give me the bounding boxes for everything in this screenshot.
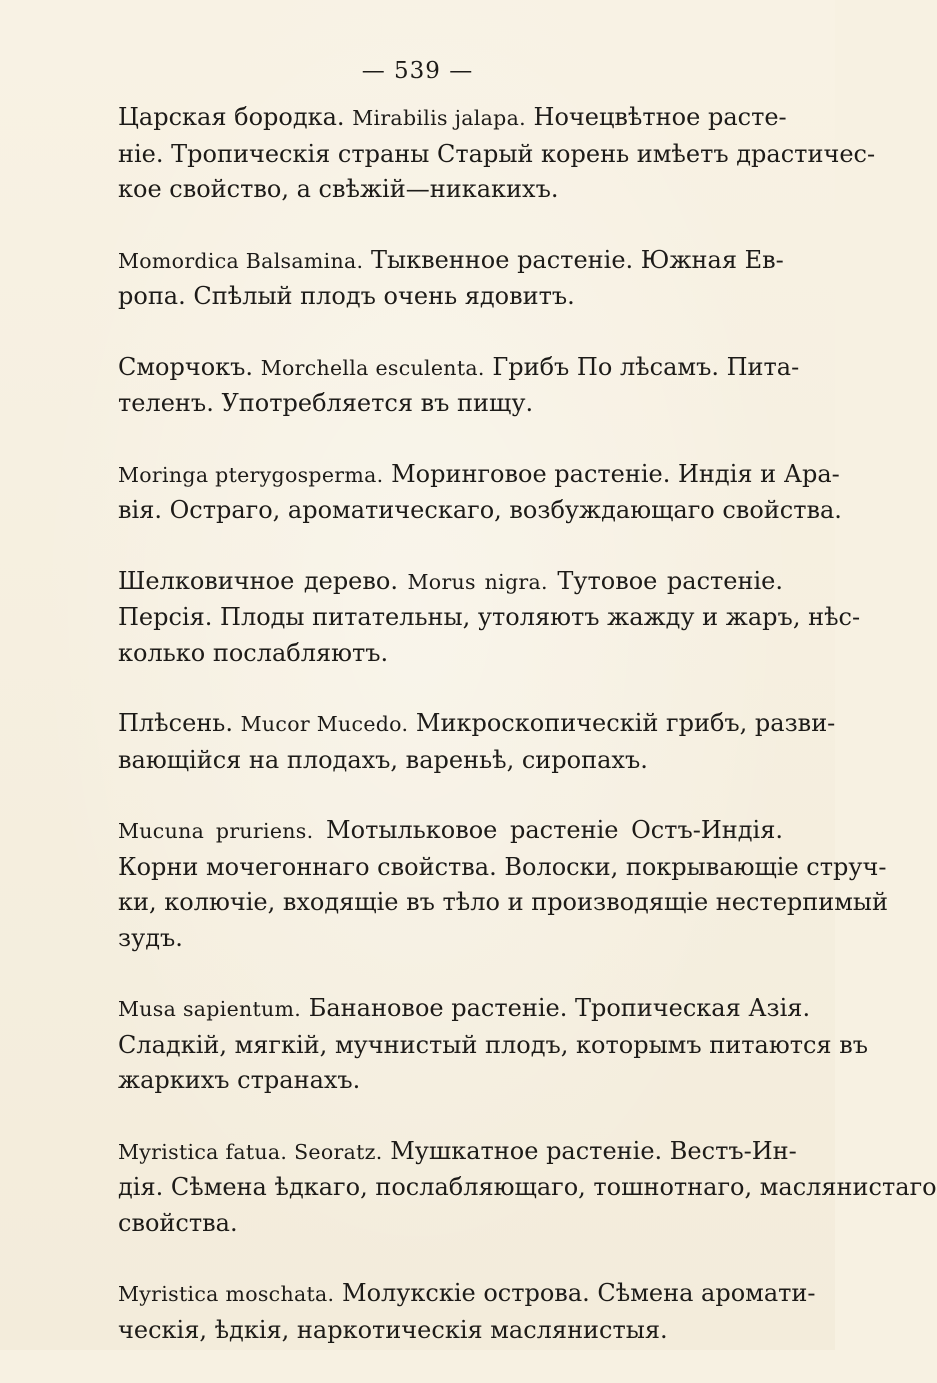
entry-text: Корни мочегоннаго свойства. Волоски, покрывающіе струч- (118, 852, 887, 881)
entry-line (118, 1276, 816, 1313)
dictionary-entry (118, 813, 889, 956)
latin-name: Musa sapientum. (118, 997, 302, 1021)
entry-text: Мотыльковое растеніе Остъ-Индія. (313, 816, 783, 844)
entry-text: Банановое растеніе. Тропическая Азія. (301, 994, 811, 1022)
entry-line (118, 137, 876, 173)
entry-line (118, 1206, 783, 1242)
entry-text: зудъ. (118, 923, 183, 952)
latin-name: Mucor Mucedo. (240, 712, 409, 736)
latin-name: Morchella esculenta. (260, 355, 485, 380)
dictionary-entry (118, 243, 783, 315)
entry-line (118, 1313, 783, 1349)
entry-line (118, 350, 800, 387)
entry-text: Молукскіе острова. Сѣмена аромати- (334, 1279, 816, 1307)
entry-text: Грибъ По лѣсамъ. Пита- (484, 352, 800, 381)
latin-name: Moringa pterygosperma. (118, 462, 384, 487)
entry-text: Моринговое растеніе. Индія и Ара- (383, 459, 840, 488)
dictionary-entry (118, 706, 836, 778)
entry-text: Тыквенное растеніе. Южная Ев- (363, 245, 784, 274)
entry-text: ніе. Тропическія страны Старый корень имѣетъ драстичес- (118, 139, 876, 168)
latin-name: Mirabilis jalapa. (352, 106, 526, 130)
entry-line (118, 885, 889, 921)
entry-text: Шелковичное дерево. (118, 566, 408, 595)
entry-text: Микроскопическій грибъ, разви- (408, 709, 836, 737)
entry-line (118, 706, 836, 743)
page-number: — 539 — (361, 58, 474, 84)
entry-line (118, 279, 783, 315)
entry-text: свойства. (118, 1208, 238, 1237)
entry-text: теленъ. Употребляется въ пищу. (118, 389, 534, 417)
latin-name: Morus nigra. (407, 569, 548, 594)
entry-text: Ночецвѣтное расте- (525, 103, 787, 131)
dictionary-entry (118, 100, 876, 208)
entry-line (118, 991, 811, 1028)
entry-line (118, 243, 783, 280)
entry-line (118, 743, 783, 779)
entry-line (118, 172, 783, 208)
entry-line (118, 921, 783, 957)
entry-text: Мушкатное растеніе. Вестъ-Ин- (382, 1136, 797, 1165)
entry-line (118, 493, 842, 529)
entry-text: колько послабляютъ. (118, 638, 389, 667)
entry-text: ческія, ѣдкія, наркотическія маслянистыя. (118, 1315, 668, 1344)
entry-line (118, 100, 787, 137)
entry-text: Тутовое растеніе. (547, 566, 783, 595)
dictionary-entry (118, 991, 868, 1099)
page-body (118, 100, 937, 1383)
dictionary-entry (118, 564, 861, 672)
entry-text: кое свойство, а свѣжій—никакихъ. (118, 175, 559, 203)
entry-line (118, 1063, 783, 1099)
dictionary-entry (118, 457, 842, 529)
latin-name: Myristica moschata. (118, 1282, 335, 1306)
latin-name: Myristica fatua. Seoratz. (118, 1139, 383, 1164)
entry-text: жаркихъ странахъ. (118, 1066, 361, 1094)
entry-text: Плѣсень. (118, 709, 241, 737)
entry-line (118, 1134, 797, 1171)
entry-line (118, 386, 783, 422)
entry-text: Сладкій, мягкій, мучнистый плодъ, которымъ питаются въ (118, 1030, 868, 1059)
entry-line (118, 1170, 937, 1206)
entry-line (118, 813, 783, 850)
entry-text: Царская бородка. (118, 103, 353, 131)
latin-name: Momordica Balsamina. (118, 248, 364, 273)
entry-line (118, 636, 783, 672)
entry-line (118, 457, 840, 494)
entry-text: вающійся на плодахъ, вареньѣ, сиропахъ. (118, 745, 648, 774)
entry-text: ки, колючіе, входящіе въ тѣло и производящіе нестерпимый (118, 888, 889, 916)
dictionary-entry (118, 1134, 937, 1242)
entry-text: вія. Остраго, ароматическаго, возбуждающаго свойства. (118, 496, 842, 524)
entry-text: Сморчокъ. (118, 352, 261, 381)
entry-line (118, 1028, 868, 1064)
entry-line (118, 600, 861, 636)
entry-line (118, 850, 887, 886)
latin-name: Mucuna pruriens. (118, 819, 314, 843)
entry-text: ропа. Спѣлый плодъ очень ядовитъ. (118, 282, 575, 310)
dictionary-entry (118, 350, 800, 422)
entry-text: дія. Сѣмена ѣдкаго, послабляющаго, тошнотнаго, маслянистаго (118, 1173, 937, 1201)
entry-line (118, 564, 783, 601)
entry-text: Персія. Плоды питательны, утоляютъ жажду и жаръ, нѣс- (118, 603, 861, 631)
dictionary-entry (118, 1276, 816, 1348)
